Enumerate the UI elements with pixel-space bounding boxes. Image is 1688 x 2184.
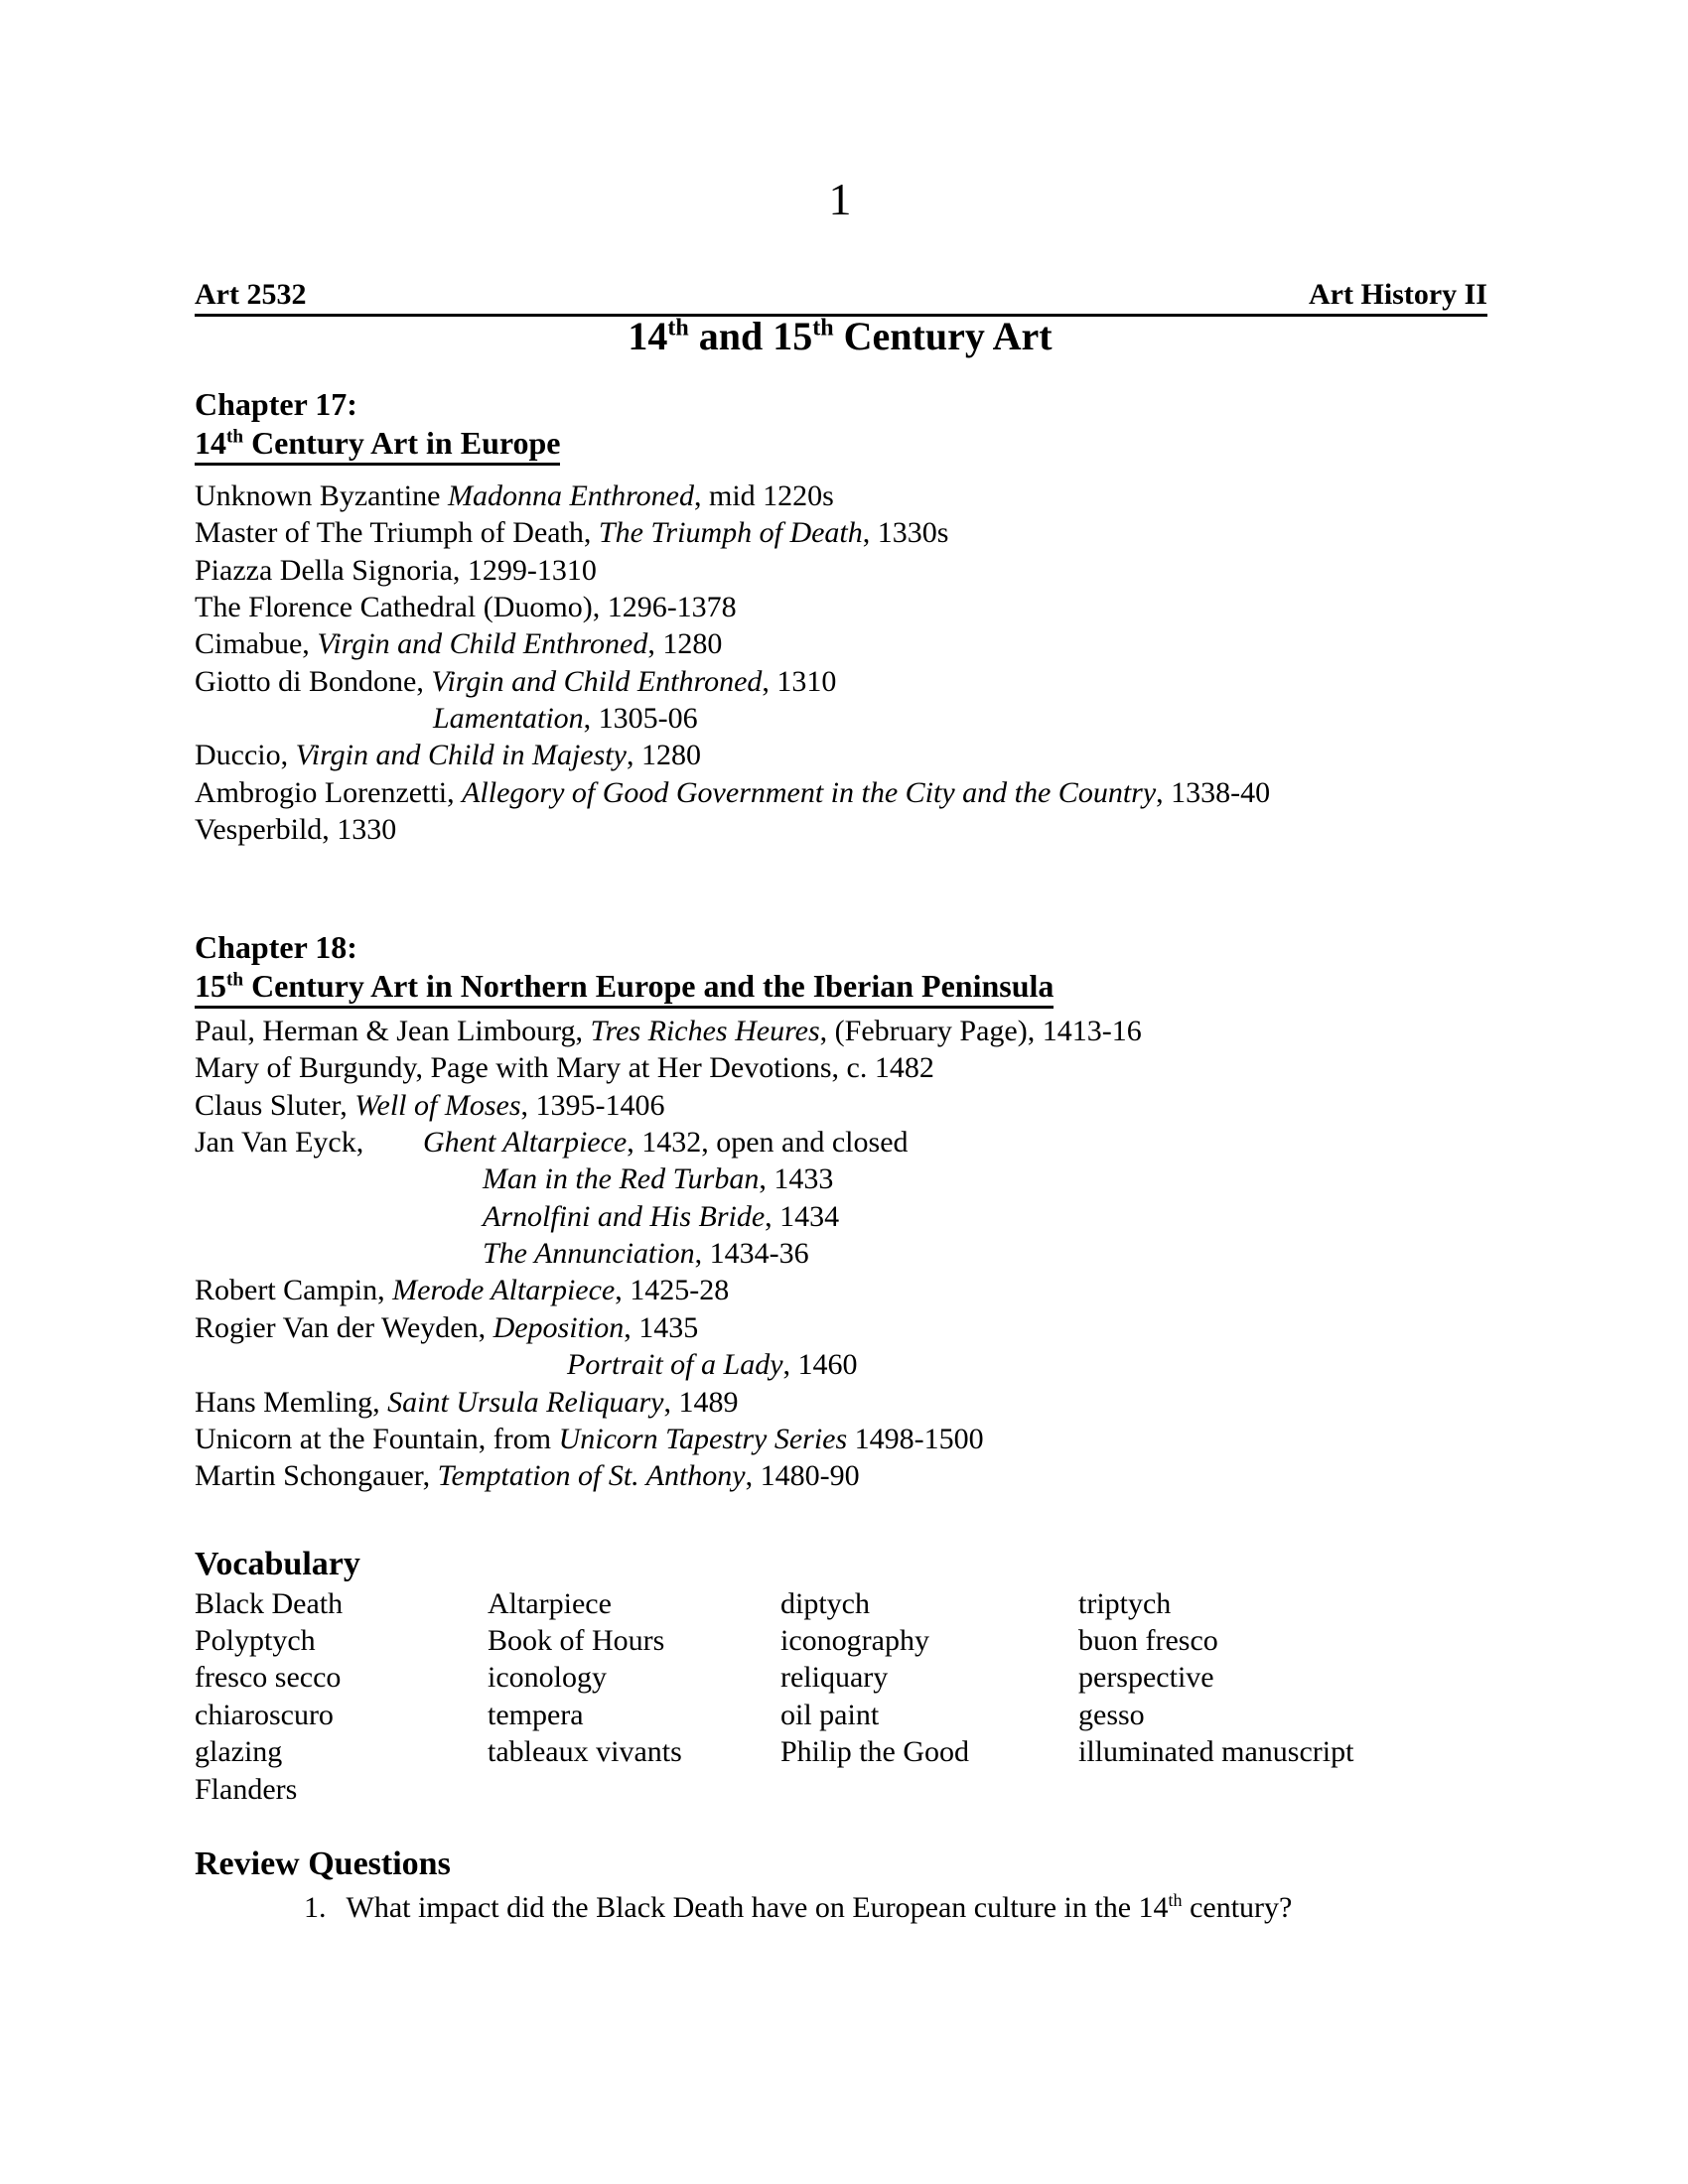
question-text-end: century? bbox=[1182, 1890, 1293, 1924]
artwork-title: Arnolfini and His Bride bbox=[483, 1199, 766, 1233]
artwork-entry bbox=[195, 1124, 1485, 1160]
artwork-artist: The Florence Cathedral (Duomo), 1296-1378 bbox=[195, 591, 737, 624]
artwork-title: Temptation of St. Anthony bbox=[437, 1459, 746, 1493]
vocabulary-term: Altarpiece bbox=[488, 1586, 612, 1620]
vocabulary-term: illuminated manuscript bbox=[1078, 1735, 1354, 1769]
vocabulary-term: Book of Hours bbox=[488, 1624, 665, 1658]
vocabulary-term: tempera bbox=[488, 1698, 584, 1731]
artwork-entry bbox=[195, 1384, 1485, 1421]
artwork-title: Virgin and Child Enthroned bbox=[431, 664, 763, 698]
artwork-title: Virgin and Child in Majesty bbox=[295, 739, 627, 772]
artwork-entry bbox=[195, 514, 1485, 551]
review-questions-list bbox=[195, 1889, 1485, 1926]
vocabulary-section bbox=[195, 1545, 1485, 1808]
chapter-18-section bbox=[195, 928, 1485, 1495]
vocabulary-term: reliquary bbox=[780, 1661, 889, 1695]
artwork-title: Unicorn Tapestry Series bbox=[558, 1422, 848, 1455]
artwork-artist: Duccio, bbox=[195, 739, 296, 772]
artwork-title: Lamentation bbox=[433, 702, 584, 736]
chapter-17-title bbox=[195, 424, 560, 466]
artwork-date: , 1434 bbox=[765, 1199, 840, 1233]
artwork-entry bbox=[195, 589, 1485, 625]
artwork-entry bbox=[195, 625, 1485, 662]
vocabulary-term: oil paint bbox=[780, 1698, 880, 1731]
vocabulary-row bbox=[195, 1622, 1485, 1659]
artwork-date: , 1433 bbox=[759, 1162, 834, 1196]
course-code: Art 2532 bbox=[195, 278, 307, 311]
vocabulary-term bbox=[488, 1771, 780, 1808]
artwork-title: The Triumph of Death bbox=[598, 516, 863, 550]
chapter-18-title-wrap bbox=[195, 967, 1485, 1009]
chapter-17-label: Chapter 17: bbox=[195, 386, 357, 422]
vocabulary-term: tableaux vivants bbox=[488, 1735, 682, 1769]
artwork-title: The Annunciation bbox=[483, 1237, 695, 1271]
chapter-18-title bbox=[195, 967, 1054, 1009]
artwork-date: , 1338-40 bbox=[1156, 775, 1271, 809]
artwork-title: Well of Moses bbox=[354, 1088, 521, 1122]
chapter-18-label: Chapter 18: bbox=[195, 929, 357, 965]
artwork-artist: Rogier Van der Weyden, bbox=[195, 1310, 493, 1344]
chapter-17-title-sup: th bbox=[226, 426, 244, 448]
artwork-date: , (February Page), 1413-16 bbox=[819, 1015, 1142, 1048]
artwork-date: , 1480-90 bbox=[745, 1459, 860, 1493]
chapter-18-title-sup: th bbox=[226, 969, 244, 991]
course-name: Art History II bbox=[1309, 278, 1487, 311]
artwork-entry bbox=[195, 1235, 1485, 1272]
review-question bbox=[290, 1889, 1485, 1926]
question-text-sup: th bbox=[1168, 1889, 1183, 1910]
vocabulary-term: gesso bbox=[1078, 1698, 1145, 1731]
artwork-date: , 1489 bbox=[663, 1385, 739, 1419]
vocabulary-term: perspective bbox=[1078, 1661, 1214, 1695]
artwork-title: Deposition bbox=[492, 1310, 625, 1344]
chapter-18-artwork-list-bottom bbox=[195, 1272, 1485, 1494]
doc-title-prefix: 14 bbox=[628, 314, 668, 358]
vocabulary-term: chiaroscuro bbox=[195, 1698, 334, 1731]
artwork-title: Man in the Red Turban bbox=[483, 1162, 760, 1196]
artwork-entry bbox=[195, 1013, 1485, 1049]
vocabulary-row bbox=[195, 1733, 1485, 1770]
artwork-artist: Jan Van Eyck, bbox=[195, 1126, 364, 1160]
artwork-title: Tres Riches Heures bbox=[590, 1015, 820, 1048]
review-questions-section bbox=[195, 1844, 1485, 1926]
artwork-date: , 1395-1406 bbox=[520, 1088, 665, 1122]
artwork-date: , 1435 bbox=[624, 1310, 699, 1344]
artwork-artist: Master of The Triumph of Death, bbox=[195, 516, 599, 550]
artwork-date: , 1280 bbox=[626, 739, 701, 772]
artwork-entry bbox=[195, 663, 1485, 700]
artwork-title: Madonna Enthroned bbox=[447, 479, 694, 513]
vocabulary-term: fresco secco bbox=[195, 1661, 342, 1695]
artwork-date: , 1280 bbox=[647, 627, 723, 661]
chapter-18-title-prefix: 15 bbox=[195, 968, 226, 1005]
chapter-18-title-suffix: Century Art in Northern Europe and the Iberian Peninsula bbox=[243, 968, 1055, 1005]
question-text: What impact did the Black Death have on European culture in the 14 bbox=[346, 1890, 1169, 1924]
vocabulary-term: iconology bbox=[488, 1661, 607, 1695]
artwork-date: , 1425-28 bbox=[615, 1274, 730, 1307]
page-title bbox=[195, 314, 1485, 359]
artwork-title: Allegory of Good Government in the City and the Country bbox=[462, 775, 1157, 809]
artwork-artist: Hans Memling, bbox=[195, 1385, 388, 1419]
artwork-entry bbox=[195, 737, 1485, 773]
artwork-entry bbox=[195, 1346, 1485, 1383]
vocabulary-term: glazing bbox=[195, 1735, 283, 1769]
artwork-artist: Unicorn at the Fountain, from bbox=[195, 1422, 559, 1455]
artwork-artist: Claus Sluter, bbox=[195, 1088, 355, 1122]
artwork-artist: Vesperbild, 1330 bbox=[195, 813, 397, 847]
artwork-date: , 1330s bbox=[862, 516, 949, 550]
vocabulary-term: triptych bbox=[1078, 1586, 1172, 1620]
vocabulary-term: Philip the Good bbox=[780, 1735, 970, 1769]
artwork-entry bbox=[195, 1457, 1485, 1494]
vocabulary-term: diptych bbox=[780, 1586, 870, 1620]
chapter-17-artwork-list bbox=[195, 478, 1485, 848]
artwork-artist: Unknown Byzantine bbox=[195, 479, 448, 513]
artwork-artist: Robert Campin, bbox=[195, 1274, 393, 1307]
vocabulary-row bbox=[195, 1659, 1485, 1696]
vocabulary-heading: Vocabulary bbox=[195, 1546, 360, 1582]
doc-title-sup-2: th bbox=[812, 315, 834, 341]
chapter-17-section bbox=[195, 385, 1485, 849]
chapter-17-title-prefix: 14 bbox=[195, 425, 226, 462]
artwork-date: , 1310 bbox=[762, 664, 837, 698]
chapter-17-title-wrap bbox=[195, 424, 1485, 466]
chapter-18-artwork-list-top bbox=[195, 1013, 1485, 1124]
artwork-title: Saint Ursula Reliquary bbox=[387, 1385, 664, 1419]
vocabulary-term bbox=[780, 1771, 1078, 1808]
artwork-entry bbox=[195, 552, 1485, 589]
artwork-date: , 1434-36 bbox=[694, 1237, 809, 1271]
page-number: 1 bbox=[828, 174, 852, 224]
artwork-title: Portrait of a Lady bbox=[567, 1348, 783, 1382]
artwork-artist: Ambrogio Lorenzetti, bbox=[195, 775, 463, 809]
vocabulary-term: iconography bbox=[780, 1624, 929, 1658]
artwork-entry bbox=[195, 1421, 1485, 1457]
artwork-entry bbox=[195, 1049, 1485, 1086]
doc-title-sup-1: th bbox=[667, 315, 689, 341]
artwork-entry bbox=[195, 1309, 1485, 1346]
artwork-entry bbox=[195, 478, 1485, 514]
artwork-date: , mid 1220s bbox=[694, 479, 834, 513]
artwork-artist: Giotto di Bondone, bbox=[195, 664, 432, 698]
doc-title-mid: and 15 bbox=[688, 314, 813, 358]
artwork-date: , 1460 bbox=[782, 1348, 858, 1382]
artwork-title: Merode Altarpiece bbox=[392, 1274, 616, 1307]
chapter-18-van-eyck-group bbox=[195, 1124, 1485, 1272]
artwork-title: Virgin and Child Enthroned bbox=[317, 627, 648, 661]
vocabulary-row bbox=[195, 1585, 1485, 1622]
artwork-entry bbox=[195, 1087, 1485, 1124]
vocabulary-row bbox=[195, 1697, 1485, 1733]
vocabulary-term: Flanders bbox=[195, 1772, 298, 1806]
review-questions-heading: Review Questions bbox=[195, 1845, 451, 1882]
artwork-entry bbox=[195, 1272, 1485, 1308]
artwork-entry bbox=[195, 700, 1485, 737]
vocabulary-row bbox=[195, 1771, 1485, 1808]
vocabulary-table bbox=[195, 1585, 1485, 1808]
artwork-date: 1498-1500 bbox=[847, 1422, 984, 1455]
vocabulary-term: buon fresco bbox=[1078, 1624, 1218, 1658]
artwork-artist: Piazza Della Signoria, 1299-1310 bbox=[195, 553, 597, 587]
artwork-entry bbox=[195, 1198, 1485, 1235]
artwork-artist: Mary of Burgundy, Page with Mary at Her Devotions, c. 1482 bbox=[195, 1051, 934, 1085]
artwork-entry bbox=[195, 774, 1485, 811]
vocabulary-term bbox=[1078, 1771, 1485, 1808]
artwork-artist: Martin Schongauer, bbox=[195, 1459, 438, 1493]
question-number: 1. bbox=[304, 1890, 327, 1924]
artwork-entry bbox=[195, 1160, 1485, 1197]
chapter-17-title-suffix: Century Art in Europe bbox=[243, 425, 561, 462]
artwork-artist: Paul, Herman & Jean Limbourg, bbox=[195, 1015, 591, 1048]
vocabulary-term: Black Death bbox=[195, 1586, 344, 1620]
artwork-entry bbox=[195, 811, 1485, 848]
artwork-date: , 1432, open and closed bbox=[627, 1126, 909, 1160]
running-head bbox=[195, 278, 1487, 317]
doc-title-suffix: Century Art bbox=[833, 314, 1053, 358]
artwork-artist: Cimabue, bbox=[195, 627, 318, 661]
artwork-title: Ghent Altarpiece bbox=[423, 1126, 628, 1160]
vocabulary-term: Polyptych bbox=[195, 1624, 316, 1658]
artwork-date: , 1305-06 bbox=[583, 702, 698, 736]
